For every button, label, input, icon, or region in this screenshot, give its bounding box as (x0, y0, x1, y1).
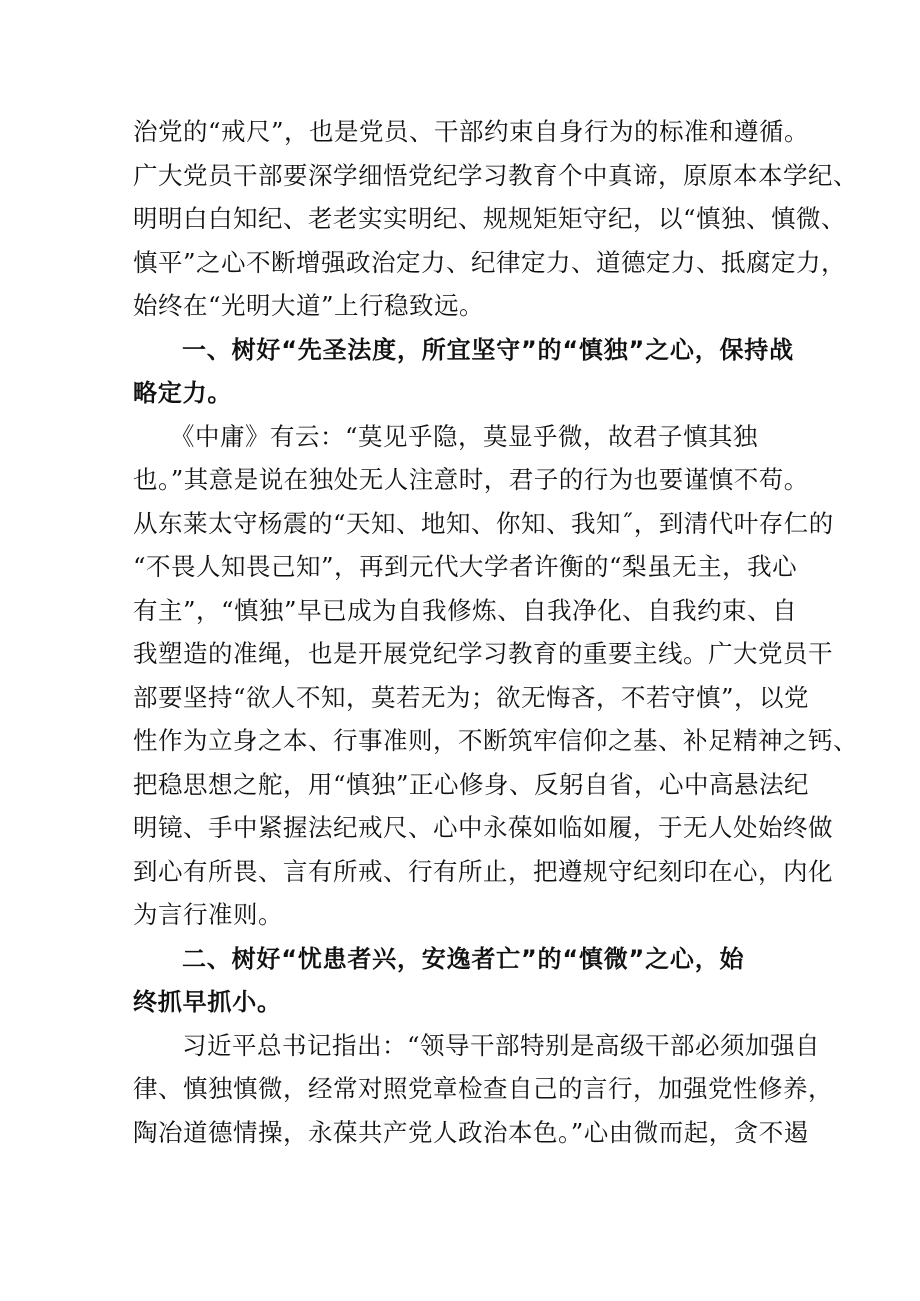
text-line: 慎平”之心不断增强政治定力、纪律定力、道德定力、抵腐定力， (133, 248, 847, 277)
section-heading-one: 一、树好“先圣法度，所宜坚守”的“慎独”之心，保持战 (182, 336, 794, 364)
text-line: 始终在“光明大道”上行稳致远。 (133, 291, 485, 320)
section-heading-two-cont: 终抓早抓小。 (133, 988, 282, 1016)
text-line: 陶冶道德情操，永葆共产党人政治本色。”心由微而起，贪不遏 (133, 1118, 809, 1147)
text-line: 我塑造的准绳，也是开展党纪学习教育的重要主线。广大党员干 (133, 639, 833, 668)
text-line: 到心有所畏、言有所戒、行有所止，把遵规守纪刻印在心，内化 (133, 857, 833, 886)
text-line: 治党的“戒尺”，也是党员、干部约束自身行为的标准和遵循。 (133, 117, 810, 146)
text-line: 明镜、手中紧握法纪戒尺、心中永葆如临如履，于无人处始终做 (133, 813, 833, 842)
text-line: 也。”其意是说在独处无人注意时，君子的行为也要谨慎不苟。 (133, 465, 809, 494)
text-line: 有主”，“慎独”早已成为自我修炼、自我净化、自我约束、自 (133, 596, 798, 625)
section-heading-one-cont: 略定力。 (133, 379, 233, 407)
text-line: 《中庸》有云：“莫见乎隐，莫显乎微，故君子慎其独 (170, 422, 759, 451)
text-line: 从东莱太守杨震的“天知、地知、你知、我知˝，到清代叶存仁的 (133, 509, 834, 538)
text-line: 习近平总书记指出：“领导干部特别是高级干部必须加强自 (182, 1031, 821, 1060)
text-line: 律、慎独慎微，经常对照党章检查自己的言行，加强党性修养， (133, 1074, 833, 1103)
text-line: 把稳思想之舵，用“慎独”正心修身、反躬自省，心中高悬法纪 (133, 770, 810, 799)
text-line: “不畏人知畏己知”，再到元代大学者许衡的“梨虽无主，我心 (133, 552, 798, 581)
text-line: 部要坚持“欲人不知，莫若无为；欲无悔吝，不若守慎”，以党 (133, 683, 810, 712)
text-line: 广大党员干部要深学细悟党纪学习教育个中真谛，原原本本学纪、 (133, 161, 858, 190)
text-line: 性作为立身之本、行事准则，不断筑牢信仰之基、补足精神之钙、 (133, 726, 858, 755)
section-heading-two: 二、树好“忧患者兴，安逸者亡”的“慎微”之心，始 (182, 945, 745, 973)
text-line: 明明白白知纪、老老实实明纪、规规矩矩守纪，以“慎独、慎微、 (133, 204, 847, 233)
text-line: 为言行准则。 (133, 900, 283, 929)
